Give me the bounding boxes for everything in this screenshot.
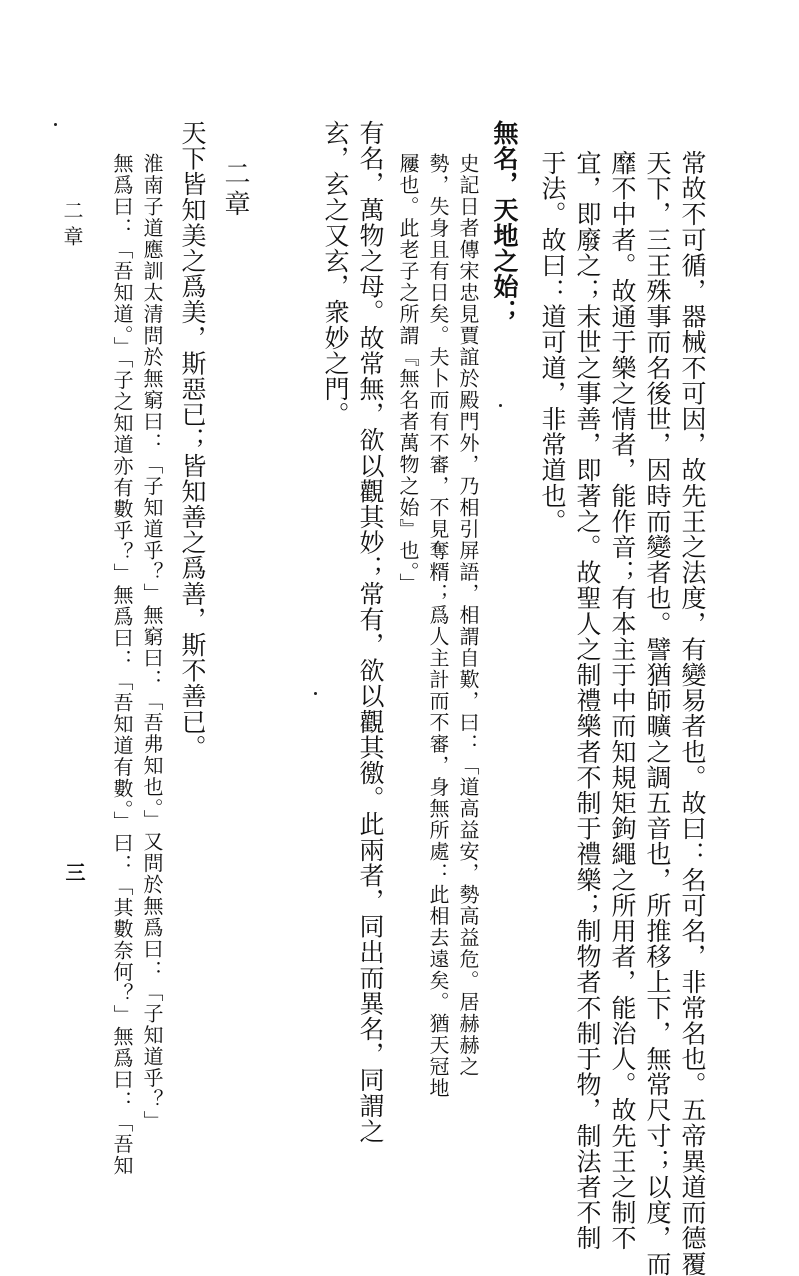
text-column-2: 天下，三王殊事而名後世，因時而變者也。譬猶師曠之調五音也，所推移上下，無常尺寸；以度，而 bbox=[643, 150, 672, 1276]
commentary-column-3: 屨也。此老子之所謂『無名者萬物之始』也。」 bbox=[396, 153, 420, 595]
commentary-column-4: 淮南子道應訓太清問於無窮曰：「子知道乎？」無窮曰：「吾弗知也。」又問於無爲曰：「子知道乎？」 bbox=[140, 153, 164, 1132]
commentary-column-5: 無爲曰：「吾知道。」「子之知道亦有數乎？」無爲曰：「吾知道有數。」曰：「其數奈何？」無爲曰：「吾知 bbox=[110, 153, 134, 1177]
text-column-4: 宜，即廢之；末世之事善，即著之。故聖人之制禮樂者不制于禮樂；制物者不制于物，制法者不制 bbox=[573, 150, 602, 1251]
running-head-folio: 二章 bbox=[60, 200, 84, 252]
ink-speck bbox=[314, 692, 317, 695]
text-column-5: 于法。故曰：道可道，非常道也。 bbox=[538, 150, 567, 534]
text-column-youming: 有名，萬物之母。故常無，欲以觀其妙；常有，欲以觀其徼。此兩者，同出而異名，同謂之 bbox=[356, 120, 385, 1144]
chapter-heading: 二章 bbox=[220, 160, 250, 220]
text-column-3: 靡不中者。故通于樂之情者，能作音；有本主于中而知規矩鉤繩之所用者，能治人。故先王之制不 bbox=[608, 150, 637, 1251]
text-column-xuan: 玄，玄之又玄，衆妙之門。 bbox=[321, 120, 350, 428]
ink-speck bbox=[499, 404, 502, 407]
ink-speck bbox=[54, 123, 57, 126]
page-number: 三 bbox=[62, 862, 86, 882]
heading-wuming: 無名，天地之始； bbox=[490, 120, 519, 325]
text-column-1: 常故不可循，器械不可因，故先王之法度，有變易者也。故曰：名可名，非常名也。五帝異道而德覆 bbox=[678, 150, 707, 1276]
commentary-column-1: 史記日者傳宋忠見賈誼於殿門外，乃相引屏語，相謂自歎，曰：「道高益安，勢高益危。居赫赫之 bbox=[456, 153, 480, 1078]
chapter-text-column: 天下皆知美之爲美，斯惡已；皆知善之爲善，斯不善已。 bbox=[178, 120, 207, 760]
commentary-column-2: 勢，失身且有日矣。夫卜而有不審，不見奪糈；爲人主計而不審，身無所處：此相去遠矣。猶天冠地 bbox=[426, 153, 450, 1099]
